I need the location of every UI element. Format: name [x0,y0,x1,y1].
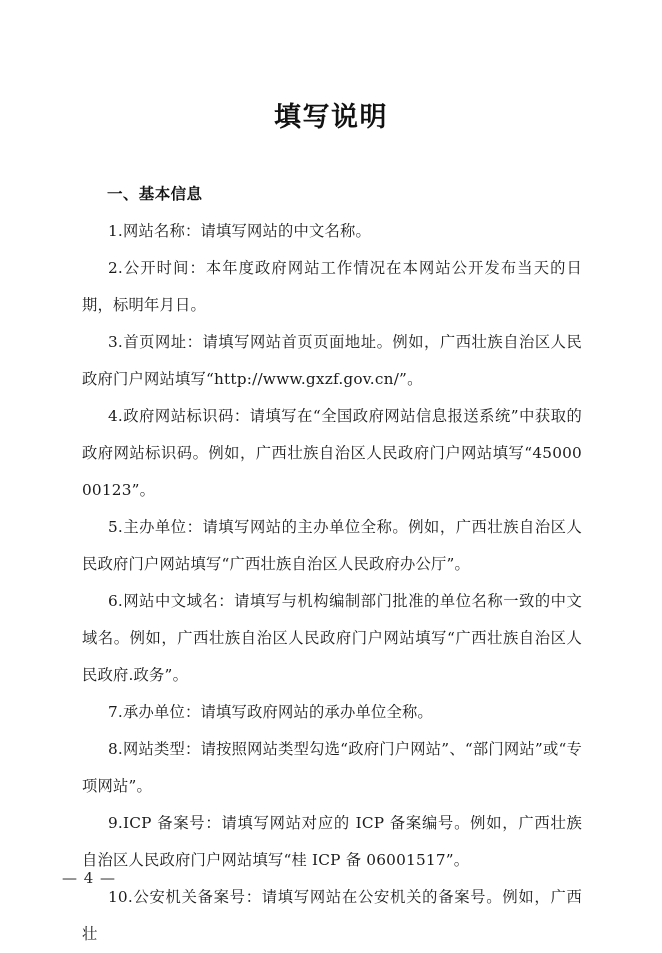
instruction-item-2: 2.公开时间：本年度政府网站工作情况在本网站公开发布当天的日期，标明年月日。 [82,259,582,314]
page-number: — 4 — [61,869,117,887]
section-heading-basic-info: 一、基本信息 [107,185,203,203]
document-body [82,176,582,953]
instruction-item-9: 9.ICP 备案号：请填写网站对应的 ICP 备案编号。例如，广西壮族自治区人民政府门户网站填写“桂 ICP 备 06001517”。 [82,814,582,869]
instruction-item-6: 6.网站中文域名：请填写与机构编制部门批准的单位名称一致的中文域名。例如，广西壮族自治区人民政府门户网站填写“广西壮族自治区人民政府.政务”。 [82,592,582,684]
page-title: 填写说明 [274,102,388,133]
instruction-item-10: 10.公安机关备案号：请填写网站在公安机关的备案号。例如，广西壮 [82,888,582,943]
instruction-item-4: 4.政府网站标识码：请填写在“全国政府网站信息报送系统”中获取的政府网站标识码。例如，广西壮族自治区人民政府门户网站填写“4500000123”。 [82,407,582,499]
instruction-item-1: 1.网站名称：请填写网站的中文名称。 [108,222,371,240]
instruction-item-8: 8.网站类型：请按照网站类型勾选“政府门户网站”、“部门网站”或“专项网站”。 [82,740,582,795]
instruction-item-5: 5.主办单位：请填写网站的主办单位全称。例如，广西壮族自治区人民政府门户网站填写“广西壮族自治区人民政府办公厅”。 [82,518,582,573]
instruction-item-3: 3.首页网址：请填写网站首页页面地址。例如，广西壮族自治区人民政府门户网站填写“http://www.gxzf.gov.cn/”。 [82,333,582,388]
instruction-item-7: 7.承办单位：请填写政府网站的承办单位全称。 [108,703,433,721]
